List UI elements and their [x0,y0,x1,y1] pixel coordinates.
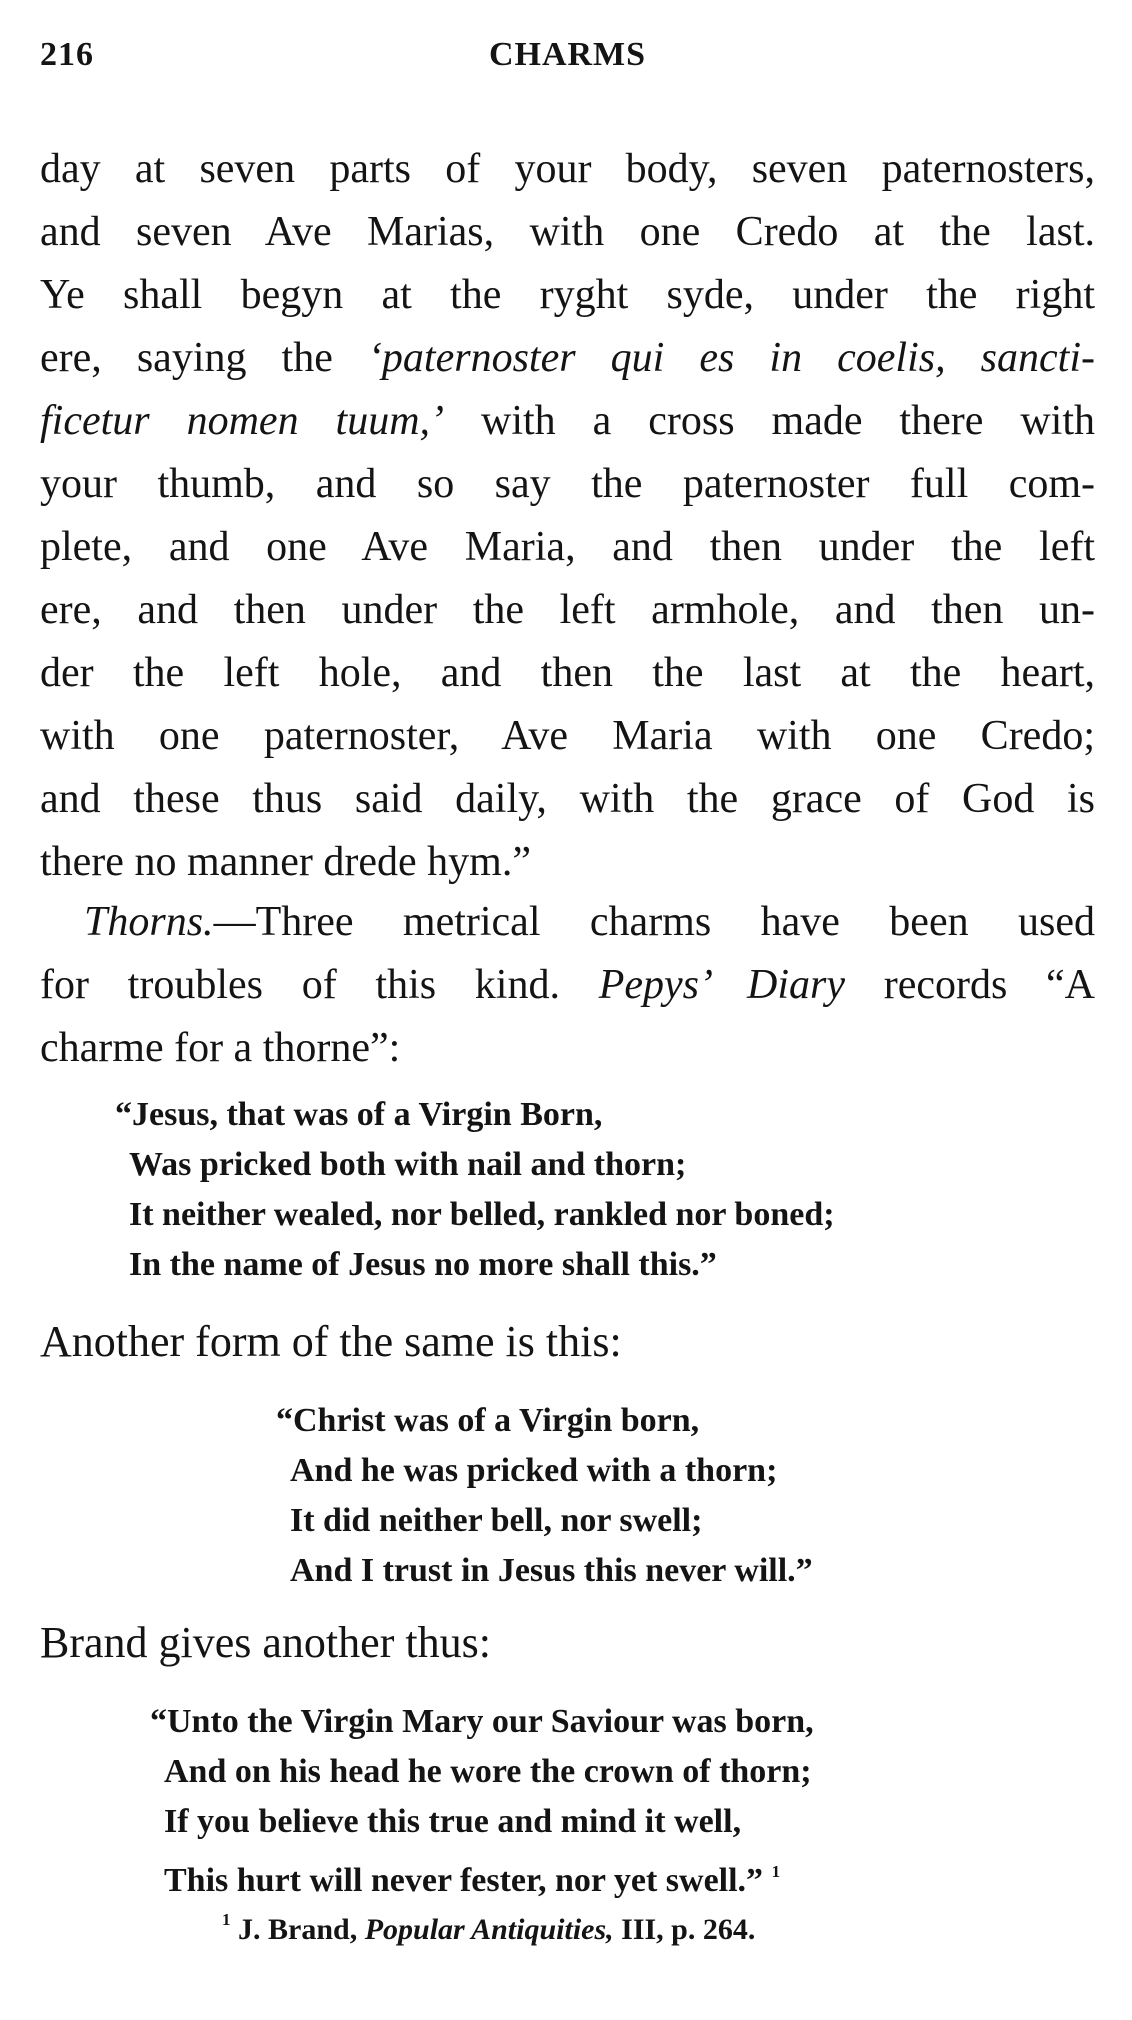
text-run: ere, saying the [40,335,368,381]
text-line: day at seven parts of your body, seven paternosters, [40,146,1095,192]
book-title: Pepys’ Diary [598,962,845,1008]
text-line: your thumb, and so say the paternoster full com- [40,461,1095,507]
verse-line: In the name of Jesus no more shall this.” [129,1246,717,1283]
verse-another-form [276,1396,813,1596]
footnote-marker: 1 [222,1910,231,1929]
text-line: ere, and then under the left armhole, and then un- [40,587,1095,633]
verse-line: If you believe this true and mind it well, [164,1803,742,1840]
footnote-author: J. Brand, [230,1913,365,1946]
text-run: with a cross made there with [444,398,1096,444]
verse-line: “Unto the Virgin Mary our Saviour was born, [150,1703,814,1740]
text-line [40,327,1095,390]
text-line: with one paternoster, Ave Maria with one Credo; [40,713,1095,759]
text-line: charme for a thorne”: [40,1025,401,1071]
running-title: CHARMS [488,36,647,73]
lead-in-text: Another form of the same is this: [40,1317,622,1366]
verse-line: Was pricked both with nail and thorn; [129,1146,687,1183]
text-line [40,891,1095,954]
text-run: for troubles of this kind. [40,962,599,1008]
verse-line: “Christ was of a Virgin born, [276,1402,700,1439]
latin-quote: ‘paternoster qui es in coelis, sancti- [367,335,1095,381]
text-run: This hurt will never fester, nor yet swell.” [164,1862,764,1899]
verse-line: It did neither bell, nor swell; [290,1502,703,1539]
footnote-reference: 1 [771,1862,781,1881]
verse-line: “Jesus, that was of a Virgin Born, [115,1096,603,1133]
page-number: 216 [40,36,94,73]
text-line [40,954,1095,1017]
verse-line: And he was pricked with a thorn; [290,1452,778,1489]
paragraph-2 [40,891,1095,1080]
verse-line: It neither wealed, nor belled, rankled nor boned; [129,1196,835,1233]
verse-line [150,1847,814,1906]
verse-brand [150,1697,814,1906]
verse-pepys [115,1090,835,1290]
text-run: —Three metrical charms have been used [213,899,1095,945]
text-run: records “A [845,962,1095,1008]
text-line: and seven Ave Marias, with one Credo at the last. [40,209,1095,255]
text-line: and these thus said daily, with the grace of God is [40,776,1095,822]
latin-quote: ficetur nomen tuum,’ [40,398,445,444]
text-line: there no manner drede hym.” [40,839,531,885]
paragraph-1 [40,138,1095,894]
footnote-title: Popular Antiquities, [364,1913,614,1946]
text-line: Ye shall begyn at the ryght syde, under the right [40,272,1095,318]
text-line: plete, and one Ave Maria, and then under the left [40,524,1095,570]
footnote [222,1900,755,1950]
footnote-ref: III, p. 264. [613,1913,756,1946]
text-line [40,390,1095,453]
running-head [40,36,1095,86]
verse-line: And I trust in Jesus this never will.” [290,1552,813,1589]
text-line: der the left hole, and then the last at the heart, [40,650,1095,696]
verse-line: And on his head he wore the crown of thorn; [164,1753,812,1790]
section-heading: Thorns. [84,899,214,945]
lead-in-text: Brand gives another thus: [40,1618,491,1667]
